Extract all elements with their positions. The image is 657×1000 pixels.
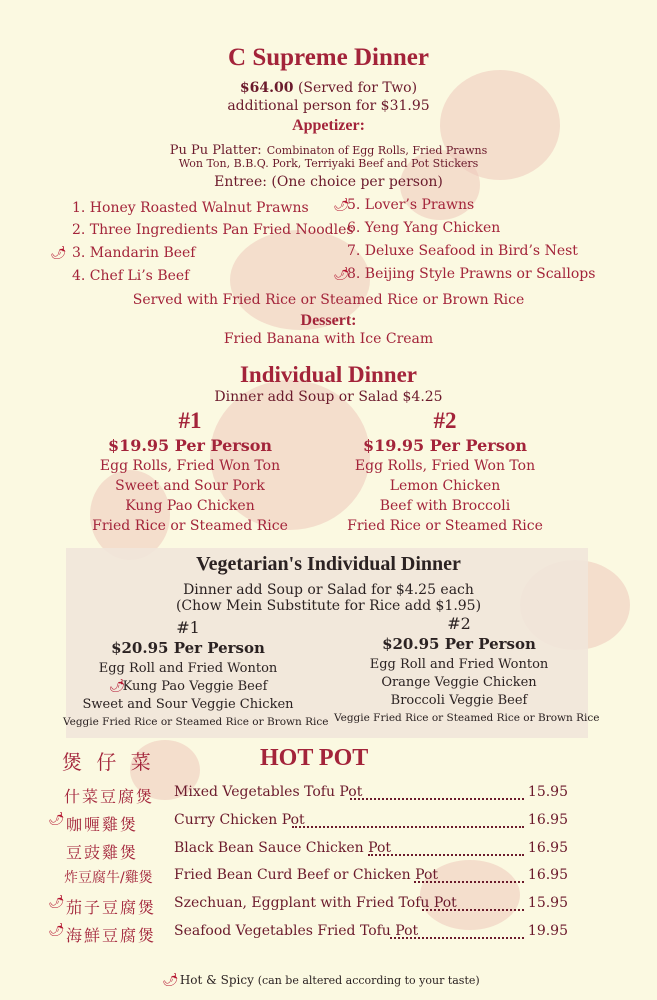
hotpot-row: [48, 895, 568, 917]
entree-label-4: 4. Chef Li’s Beef: [72, 268, 190, 284]
option-price: $20.95 Per Person: [111, 639, 265, 657]
supreme-price-line: [0, 80, 657, 96]
hotpot-en: Seafood Vegetables Fried Tofu Pot: [174, 923, 419, 939]
entree-item-5: [333, 197, 474, 213]
option-number: #2: [447, 614, 471, 633]
entree-label-5: 5. Lover’s Prawns: [347, 197, 475, 213]
hotpot-cn: 炸豆腐牛/雞煲: [64, 870, 153, 886]
hotpot-price: 16.95: [527, 867, 568, 883]
pupu-desc2: Won Ton, B.B.Q. Pork, Terriyaki Beef and Pot Stickers: [178, 157, 479, 170]
option-item: Egg Roll and Fried Wonton: [369, 657, 549, 672]
supreme-price: $64.00: [239, 80, 294, 96]
hotpot-price: 15.95: [527, 895, 568, 911]
chili-pepper-icon: 🌶: [333, 198, 350, 213]
chili-pepper-icon: 🌶: [48, 923, 65, 938]
entree-item-6: [333, 220, 500, 236]
option-item: Lemon Chicken: [389, 478, 501, 494]
entree-label-7: 7. Deluxe Seafood in Bird’s Nest: [347, 243, 578, 259]
option-item: Sweet and Sour Veggie Chicken: [82, 697, 294, 712]
option-item: Kung Pao Chicken: [125, 498, 255, 514]
chili-pepper-icon: 🌶: [333, 267, 350, 282]
hotpot-cn: 海鮮豆腐煲: [66, 926, 157, 945]
option-number: #1: [178, 408, 202, 433]
hotpot-en: Szechuan, Eggplant with Fried Tofu Pot: [174, 895, 457, 911]
hotpot-price: 19.95: [527, 923, 568, 939]
entree-label-2: 2. Three Ingredients Pan Fried Noodles: [72, 222, 354, 238]
option-price: $20.95 Per Person: [382, 635, 536, 653]
chili-pepper-icon: 🌶: [48, 812, 65, 827]
hotpot-title: HOT POT: [260, 745, 369, 771]
appetizer-label: Appetizer:: [292, 117, 365, 134]
vegetarian-title: Vegetarian's Individual Dinner: [196, 553, 461, 575]
pupu-desc1: Combinaton of Egg Rolls, Fried Prawns: [266, 144, 488, 157]
hotpot-row: [48, 867, 568, 889]
option-rice: Veggie Fried Rice or Steamed Rice or Brown Rice: [63, 716, 329, 728]
option-item: Fried Rice or Steamed Rice: [347, 518, 543, 534]
individual-title: Individual Dinner: [239, 362, 418, 387]
option-item: Sweet and Sour Pork: [115, 478, 265, 494]
option-item-spicy: [63, 678, 313, 696]
supreme-additional: additional person for $31.95: [227, 98, 430, 114]
chili-pepper-icon: 🌶: [108, 679, 126, 694]
hotpot-title-cn: 煲 仔 菜: [62, 750, 155, 774]
option-item: Egg Rolls, Fried Won Ton: [354, 458, 536, 474]
entree-item-2: [58, 222, 354, 238]
option-item: Egg Roll and Fried Wonton: [98, 661, 278, 676]
hotpot-row: [48, 923, 568, 945]
chili-pepper-icon: 🌶: [48, 895, 65, 910]
hotpot-price: 16.95: [527, 812, 568, 828]
option-rice: Veggie Fried Rice or Steamed Rice or Brown Rice: [334, 712, 600, 724]
leader-dots: [368, 854, 524, 856]
supreme-price-note: (Served for Two): [297, 80, 418, 96]
veg-option-2: [334, 614, 600, 727]
pupu-line1: [0, 139, 657, 158]
leader-dots: [422, 909, 524, 911]
dessert-label: Dessert:: [300, 312, 357, 329]
entree-label: Entree: (One choice per person): [214, 174, 443, 190]
entree-item-8: [333, 266, 595, 282]
veg-option-1: [63, 618, 329, 731]
hotpot-cn: 咖喱雞煲: [66, 815, 139, 834]
option-price: $19.95 Per Person: [107, 436, 273, 455]
footer-note: (can be altered according to your taste): [257, 974, 480, 987]
entree-item-7: [333, 243, 578, 259]
option-number: #2: [433, 408, 457, 433]
hotpot-row: [48, 784, 568, 806]
leader-dots: [292, 826, 524, 828]
leader-dots: [350, 798, 524, 800]
vegetarian-sub2: (Chow Mein Substitute for Rice add $1.95): [175, 598, 482, 614]
leader-dots: [414, 881, 524, 883]
leader-dots: [390, 937, 524, 939]
hotpot-cn: 茄子豆腐煲: [66, 898, 157, 917]
footer-legend: [162, 973, 480, 988]
hotpot-en: Mixed Vegetables Tofu Pot: [174, 784, 363, 800]
entree-item-1: [58, 200, 309, 216]
entree-item-3: [50, 245, 196, 261]
hotpot-en: Black Bean Sauce Chicken Pot: [174, 840, 391, 856]
individual-option-2: [320, 408, 570, 536]
option-item: Orange Veggie Chicken: [381, 675, 537, 690]
dessert-item: Fried Banana with Ice Cream: [223, 331, 434, 347]
vegetarian-sub1: Dinner add Soup or Salad for $4.25 each: [183, 582, 474, 598]
option-price: $19.95 Per Person: [362, 436, 528, 455]
option-item: Fried Rice or Steamed Rice: [92, 518, 288, 534]
hotpot-price: 16.95: [527, 840, 568, 856]
entree-label-8: 8. Beijing Style Prawns or Scallops: [347, 266, 596, 282]
option-number: #1: [176, 618, 200, 637]
option-item: Egg Rolls, Fried Won Ton: [99, 458, 281, 474]
chili-pepper-icon: 🌶: [50, 246, 67, 261]
hotpot-en: Curry Chicken Pot: [174, 812, 305, 828]
individual-option-1: [65, 408, 315, 536]
footer-label: Hot & Spicy: [179, 973, 254, 987]
hotpot-row: [48, 840, 568, 862]
option-item-label: Kung Pao Veggie Beef: [122, 679, 268, 694]
hotpot-en: Fried Bean Curd Beef or Chicken Pot: [174, 867, 439, 883]
entree-label-6: 6. Yeng Yang Chicken: [347, 220, 501, 236]
individual-subtitle: Dinner add Soup or Salad $4.25: [214, 389, 443, 405]
hotpot-price: 15.95: [527, 784, 568, 800]
option-item: Broccoli Veggie Beef: [390, 693, 528, 708]
chili-pepper-icon: 🌶: [162, 973, 179, 988]
hotpot-cn: 豆豉雞煲: [66, 843, 139, 862]
hotpot-row: [48, 812, 568, 834]
entree-label-3: 3. Mandarin Beef: [72, 245, 196, 261]
entree-label-1: 1. Honey Roasted Walnut Prawns: [72, 200, 309, 216]
option-item: Beef with Broccoli: [379, 498, 511, 514]
supreme-title: C Supreme Dinner: [228, 44, 429, 71]
hotpot-cn: 什菜豆腐煲: [64, 787, 155, 806]
served-with: Served with Fried Rice or Steamed Rice or Brown Rice: [132, 292, 525, 308]
pupu-label: Pu Pu Platter:: [169, 143, 262, 158]
entree-item-4: [58, 268, 189, 284]
